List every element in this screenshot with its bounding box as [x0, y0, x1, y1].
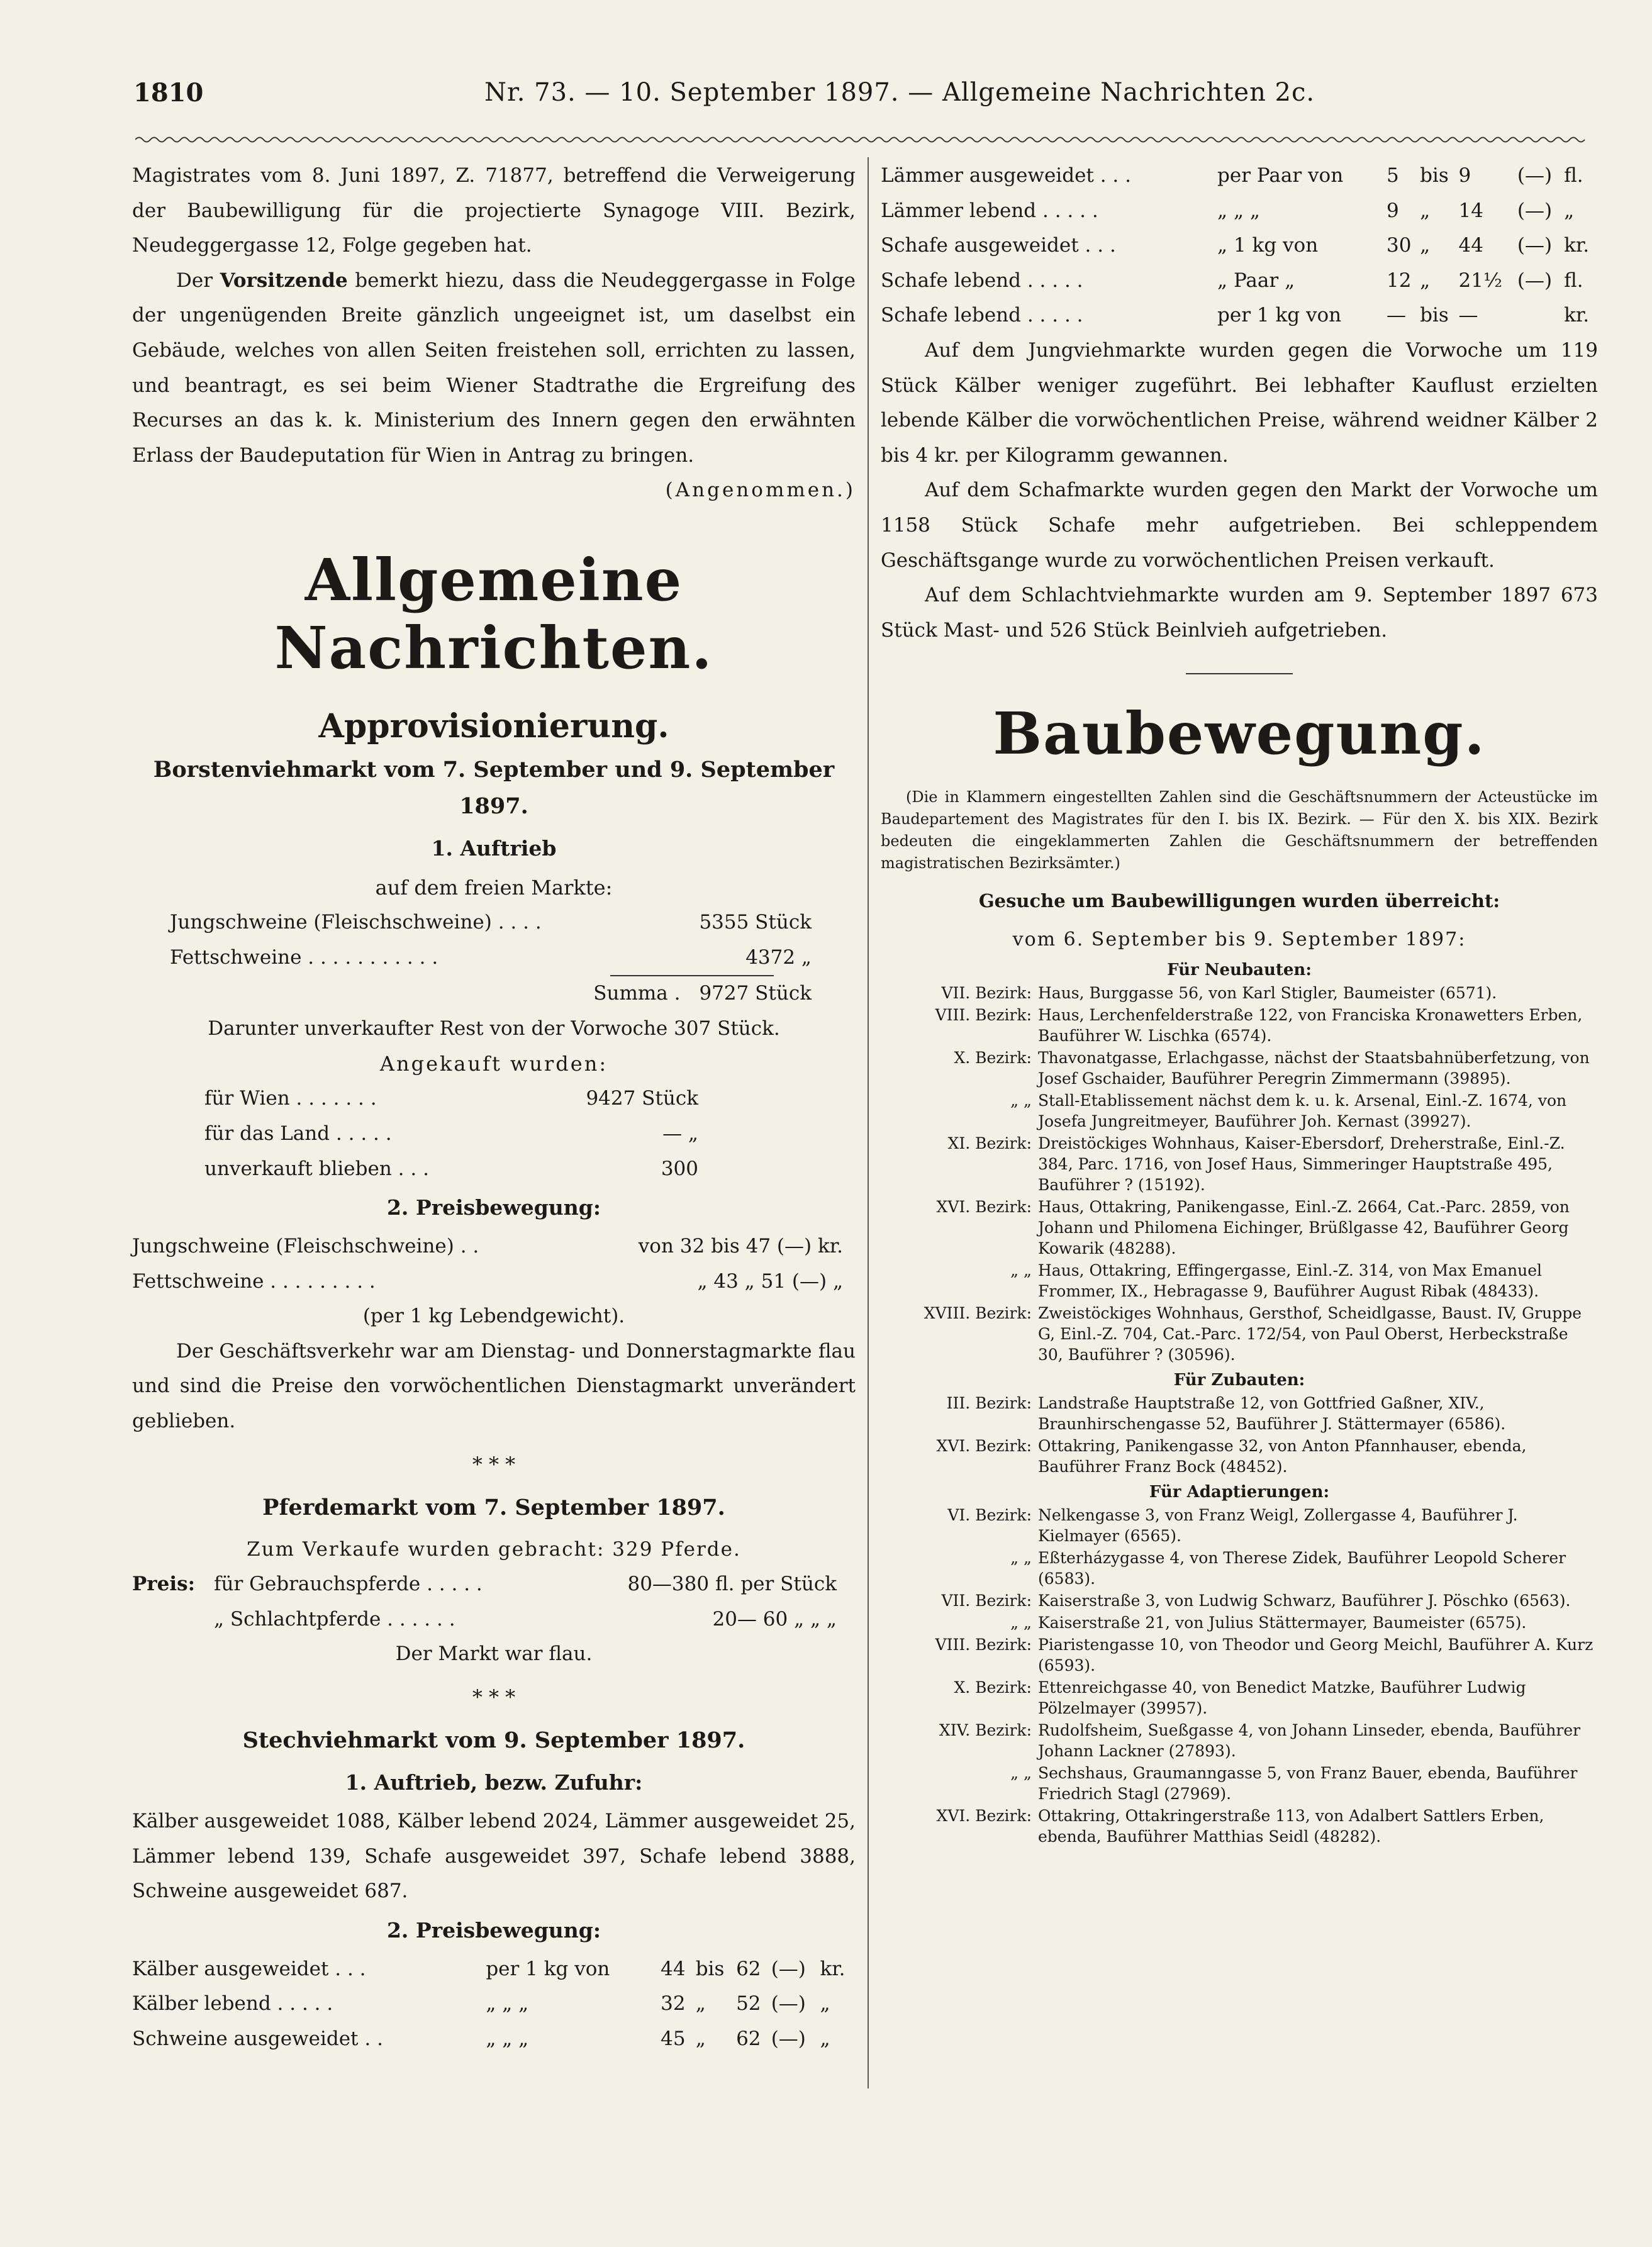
table-row — [881, 228, 1598, 264]
list-item — [170, 940, 812, 976]
right-column — [881, 159, 1598, 1848]
bezirk-label: XVI. Bezirk: — [936, 1198, 1032, 1217]
row-label: für das Land . . . . . — [204, 1122, 392, 1145]
bezirk-label: XVIII. Bezirk: — [924, 1304, 1032, 1323]
adaptierungen-list — [881, 1505, 1598, 1847]
running-title: Nr. 73. — 10. September 1897. — Allgemeine Nachrichten 2c. — [484, 78, 1315, 107]
vorsitzende-paragraph — [132, 264, 856, 474]
entry-text: Ottakring, Panikengasse 32, von Anton Pfannhauser, ebenda, Bauführer Franz Bock (48452). — [1038, 1437, 1527, 1476]
cell-bis: „ — [695, 2027, 706, 2050]
cell-label: Schafe lebend . . . . . — [881, 304, 1083, 327]
cell-bis: bis — [695, 1957, 725, 1980]
cell-from: 45 — [661, 2027, 686, 2050]
entry-text: Stall-Etablissement nächst dem k. u. k. Arsenal, Einl.-Z. 1674, von Josefa Jungreitmeyer, Bauführer Joh. Kernast (39927). — [1038, 1091, 1567, 1131]
list-item — [132, 1229, 843, 1264]
cell-unit: „ „ „ — [486, 2027, 529, 2050]
section-stars: * * * — [472, 1685, 516, 1710]
pferde-preis-list — [214, 1567, 856, 1637]
table-row — [881, 159, 1598, 194]
vorsitzende-text: bemerkt hiezu, dass die Neudeggergasse in Folge der ungenügenden Breite gänzlich ungeeignet ist, um daselbst ein Gebäude, welches von allen Seiten freistehen soll, errichten zu lassen, und beantragt, es sei beim Wiener Stadtrathe die Ergreifung des Recurses an das k. k. Ministerium des Innern gegen den erwähnten Erlass der Baudeputation für Wien in Antrag zu bringen. — [132, 269, 856, 467]
intro-paragraph: Magistrates vom 8. Juni 1897, Z. 71877, betreffend die Verweigerung der Baubewilligung für die projectierte Synagoge VIII. Bezirk, Neudeggergasse 12, Folge gegeben hat. — [132, 164, 856, 257]
bezirk-label: XI. Bezirk: — [947, 1134, 1032, 1153]
main-section-title: Allgemeine Nachrichten. — [274, 545, 713, 682]
row-label: Fettschweine . . . . . . . . . — [132, 1269, 376, 1293]
cell-to: — — [1458, 304, 1478, 327]
cell-to: 62 — [736, 2027, 761, 2050]
cell-unit: „ „ „ — [1217, 199, 1260, 222]
preis-list — [132, 1229, 856, 1299]
cell-currency: „ — [820, 1992, 830, 2016]
vorsitzende-prefix: Der — [176, 269, 220, 292]
cell-to: 14 — [1458, 199, 1483, 222]
cell-trend: (—) — [1517, 199, 1553, 222]
bezirk-label: X. Bezirk: — [954, 1049, 1032, 1068]
pferde-verkauf: Zum Verkaufe wurden gebracht: 329 Pferde. — [247, 1537, 741, 1561]
list-item — [170, 905, 812, 940]
baubewegung-title: Baubewegung. — [993, 700, 1486, 768]
angekauft-heading: Angekauft wurden: — [379, 1052, 608, 1076]
bezirk-label: „ „ — [1010, 1091, 1032, 1110]
cell-bis: „ — [695, 1992, 706, 2016]
cell-trend: (—) — [1517, 269, 1553, 292]
entry-text: Rudolfsheim, Sueßgasse 4, von Johann Linseder, ebenda, Bauführer Johann Lackner (27893). — [1038, 1721, 1581, 1761]
cell-from: 5 — [1387, 164, 1399, 187]
preis-note: (per 1 kg Lebendgewicht). — [362, 1305, 625, 1328]
list-item — [881, 1260, 1598, 1302]
table-row — [881, 194, 1598, 229]
row-value: 5355 Stück — [699, 910, 812, 934]
cell-from: 12 — [1387, 269, 1412, 292]
left-column — [132, 159, 856, 2057]
list-item — [881, 1047, 1598, 1089]
entry-text: Landstraße Hauptstraße 12, von Gottfried Gaßner, XIV., Braunhirschengasse 52, Bauführer J. Stättermayer (6586). — [1038, 1394, 1506, 1434]
cell-bis: „ — [1420, 269, 1431, 292]
row-value: 300 — [661, 1157, 698, 1180]
cell-label: Kälber lebend . . . . . — [132, 1992, 333, 2016]
pferde-preis-block — [132, 1567, 856, 1637]
stech-preis-table — [132, 1952, 856, 2057]
list-item — [214, 1567, 837, 1602]
cell-from: 32 — [661, 1992, 686, 2016]
gesuche-title: Gesuche um Baubewilligungen wurden überreicht: — [978, 890, 1500, 912]
list-item — [214, 1602, 837, 1637]
pferdemarkt-title: Pferdemarkt vom 7. September 1897. — [262, 1494, 725, 1520]
approvisionierung-title: Approvisionierung. — [318, 706, 669, 745]
cell-from: 44 — [661, 1957, 686, 1980]
bezirk-label: XVI. Bezirk: — [936, 1437, 1032, 1456]
column-divider — [868, 157, 869, 2088]
bezirk-label: VI. Bezirk: — [947, 1506, 1032, 1525]
cell-currency: „ — [1564, 199, 1575, 222]
cell-unit: „ „ „ — [486, 1992, 529, 2016]
cell-label: Schafe lebend . . . . . — [881, 269, 1083, 292]
list-item — [881, 1133, 1598, 1195]
angenommen: (Angenommen.) — [665, 479, 856, 502]
list-item — [881, 1196, 1598, 1259]
entry-text: Thavonatgasse, Erlachgasse, nächst der Staatsbahnüberfetzung, von Josef Gschaider, Bauführer Peregrin Zimmermann (39895). — [1038, 1049, 1590, 1088]
table-row — [132, 1987, 856, 2022]
angekauft-list — [132, 1081, 856, 1186]
jungviehmarkt-paragraph: Auf dem Jungviehmarkte wurden gegen die Vorwoche um 119 Stück Kälber weniger zugeführt. Bei lebhafter Kauflust erzielten lebende Kälber die vorwöchentlichen Preise, während weidner Kälber 2 bis 4 kr. per Kilogramm gewannen. — [881, 338, 1598, 467]
list-item — [881, 1763, 1598, 1804]
page-number: 1810 — [133, 78, 204, 108]
cell-to: 52 — [736, 1992, 761, 2016]
list-item — [881, 1677, 1598, 1719]
neubauten-list — [881, 983, 1598, 1365]
stech-auftrieb-text: Kälber ausgeweidet 1088, Kälber lebend 2024, Lämmer ausgeweidet 25, Lämmer lebend 139, Schafe ausgeweidet 397, Schafe lebend 3888, Schweine ausgeweidet 687. — [132, 1810, 856, 1903]
row-value: „ 43 „ 51 (—) „ — [697, 1269, 843, 1293]
pferde-preis-label: Preis: — [132, 1573, 196, 1596]
entry-text: Haus, Lerchenfelderstraße 122, von Franciska Kronawetters Erben, Bauführer W. Lischka (6574). — [1038, 1006, 1583, 1045]
list-item — [881, 1634, 1598, 1676]
entry-text: Haus, Ottakring, Effingergasse, Einl.-Z. 314, von Max Emanuel Frommer, IX., Hebragasse 9, Bauführer August Ribak (48433). — [1038, 1261, 1543, 1301]
list-item — [881, 1005, 1598, 1046]
cell-unit: per Paar von — [1217, 164, 1344, 187]
row-label: unverkauft blieben . . . — [204, 1157, 429, 1180]
cell-trend: (—) — [771, 2027, 806, 2050]
section-rule — [1186, 673, 1293, 674]
preisbewegung-heading: 2. Preisbewegung: — [386, 1195, 601, 1220]
bezirk-label: VII. Bezirk: — [941, 1592, 1032, 1610]
entry-text: Sechshaus, Graumanngasse 5, von Franz Bauer, ebenda, Bauführer Friedrich Stagl (27969). — [1038, 1764, 1578, 1804]
summa-label: Summa . — [593, 982, 681, 1005]
list-item — [881, 1090, 1598, 1132]
entry-text: Dreistöckiges Wohnhaus, Kaiser-Ebersdorf, Dreherstraße, Einl.-Z. 384, Parc. 1716, von Josef Haus, Simmeringer Hauptstraße 495, Bauführer ? (15192). — [1038, 1134, 1565, 1195]
cell-unit: „ Paar „ — [1217, 269, 1295, 292]
bezirk-label: VII. Bezirk: — [941, 984, 1032, 1003]
row-value: — „ — [662, 1122, 698, 1145]
list-item — [881, 1505, 1598, 1546]
neubauten-heading: Für Neubauten: — [1167, 961, 1312, 980]
list-item — [204, 1081, 698, 1117]
row-value: 80—380 fl. per Stück — [627, 1573, 837, 1596]
darunter-text: Darunter unverkaufter Rest von der Vorwoche 307 Stück. — [208, 1017, 780, 1040]
table-row — [881, 298, 1598, 333]
bezirk-label: „ „ — [1010, 1764, 1032, 1783]
stech-auftrieb-heading: 1. Auftrieb, bezw. Zufuhr: — [345, 1770, 643, 1795]
auftrieb-heading: 1. Auftrieb — [431, 835, 557, 861]
stech-preis-heading: 2. Preisbewegung: — [386, 1917, 601, 1943]
cell-from: 9 — [1387, 199, 1399, 222]
right-preis-table — [881, 159, 1598, 333]
cell-trend — [1517, 298, 1564, 333]
summa-value: 9727 Stück — [699, 982, 812, 1005]
schafmarkt-paragraph: Auf dem Schafmarkte wurden gegen den Markt der Vorwoche um 1158 Stück Schafe mehr aufgetrieben. Bei schleppendem Geschäftsgange wurde zu vorwöchentlichen Preisen verkauft. — [881, 479, 1598, 572]
cell-trend: (—) — [771, 1957, 806, 1980]
row-label: „ Schlachtpferde . . . . . . — [214, 1607, 455, 1631]
cell-trend: (—) — [771, 1992, 806, 2016]
cell-to: 9 — [1458, 164, 1471, 187]
row-label: für Gebrauchspferde . . . . . — [214, 1573, 483, 1596]
list-item — [881, 1436, 1598, 1477]
table-row — [132, 1952, 856, 1987]
cell-label: Lämmer ausgeweidet . . . — [881, 164, 1131, 187]
cell-label: Schafe ausgeweidet . . . — [881, 234, 1116, 257]
section-stars: * * * — [472, 1452, 516, 1476]
entry-text: Kaiserstraße 3, von Ludwig Schwarz, Bauführer J. Pöschko (6563). — [1038, 1592, 1571, 1610]
pferde-markt-flau: Der Markt war flau. — [395, 1642, 593, 1666]
row-label: Jungschweine (Fleischschweine) . . . . — [170, 910, 542, 934]
table-row — [881, 264, 1598, 299]
entry-text: Nelkengasse 3, von Franz Weigl, Zollergasse 4, Bauführer J. Kielmayer (6565). — [1038, 1506, 1518, 1546]
auftrieb-sub: auf dem freien Markte: — [375, 875, 613, 900]
list-item — [881, 1547, 1598, 1589]
cell-bis: bis — [1420, 304, 1449, 327]
list-item — [132, 1264, 843, 1300]
bezirk-label: X. Bezirk: — [954, 1678, 1032, 1697]
cell-currency: kr. — [1564, 234, 1590, 257]
list-item — [204, 1117, 698, 1152]
gesuche-date: vom 6. September bis 9. September 1897: — [1012, 928, 1466, 951]
adaptierungen-heading: Für Adaptierungen: — [1149, 1483, 1330, 1502]
list-item — [881, 1720, 1598, 1761]
row-value: 4372 „ — [745, 945, 812, 969]
row-value: 20— 60 „ „ „ — [712, 1607, 837, 1631]
row-label: Jungschweine (Fleischschweine) . . — [132, 1235, 479, 1258]
entry-text: Eßterházygasse 4, von Therese Zidek, Bauführer Leopold Scherer (6583). — [1038, 1549, 1566, 1588]
cell-currency: „ — [820, 2027, 830, 2050]
cell-unit: „ 1 kg von — [1217, 234, 1319, 257]
row-label: für Wien . . . . . . . — [204, 1087, 377, 1110]
entry-text: Haus, Burggasse 56, von Karl Stigler, Baumeister (6571). — [1038, 984, 1497, 1003]
bezirk-label: XIV. Bezirk: — [939, 1721, 1032, 1740]
entry-text: Kaiserstraße 21, von Julius Stättermayer, Baumeister (6575). — [1038, 1614, 1527, 1632]
cell-label: Kälber ausgeweidet . . . — [132, 1957, 366, 1980]
schlachtviehmarkt-paragraph: Auf dem Schlachtviehmarkte wurden am 9. September 1897 673 Stück Mast- und 526 Stück Beinlvieh aufgetrieben. — [881, 584, 1598, 642]
stechviehmarkt-title: Stechviehmarkt vom 9. September 1897. — [242, 1727, 745, 1754]
entry-text: Haus, Ottakring, Panikengasse, Einl.-Z. 2664, Cat.-Parc. 2859, von Johann und Philomena Eichinger, Brüßlgasse 42, Bauführer Georg Kowarik (48288). — [1038, 1198, 1570, 1258]
cell-unit: per 1 kg von — [486, 1957, 610, 1980]
vorsitzende-bold: Vorsitzende — [220, 269, 348, 292]
list-item — [881, 1393, 1598, 1434]
bezirk-label: „ „ — [1010, 1261, 1032, 1280]
baubewegung-note: (Die in Klammern eingestellten Zahlen sind die Geschäftsnummern der Acteustücke im Baudepartement des Magistrates für den I. bis IX. Bezirk. — Für den X. bis XIX. Bezirk bedeuten die eingeklammerten Zahlen die Geschäftsnummern der betreffenden magistratischen Bezirksämter.) — [881, 788, 1598, 873]
cell-currency: kr. — [820, 1957, 846, 1980]
cell-unit: per 1 kg von — [1217, 304, 1342, 327]
cell-from: — — [1387, 304, 1407, 327]
list-item — [204, 1152, 698, 1187]
list-item — [881, 1612, 1598, 1633]
cell-from: 30 — [1387, 234, 1412, 257]
list-item — [881, 983, 1598, 1003]
bezirk-label: VIII. Bezirk: — [935, 1636, 1032, 1654]
geschaeftsverkehr-paragraph: Der Geschäftsverkehr war am Dienstag- und Donnerstagmarkte flau und sind die Preise den vorwöchentlichen Dienstagmarkt unverändert geblieben. — [132, 1339, 856, 1433]
cell-label: Lämmer lebend . . . . . — [881, 199, 1098, 222]
bezirk-label: III. Bezirk: — [946, 1394, 1032, 1413]
cell-bis: „ — [1420, 234, 1431, 257]
cell-to: 62 — [736, 1957, 761, 1980]
cell-bis: bis — [1420, 164, 1449, 187]
bezirk-label: VIII. Bezirk: — [935, 1006, 1032, 1025]
list-item — [881, 1805, 1598, 1847]
bezirk-label: XVI. Bezirk: — [936, 1807, 1032, 1826]
zubauten-heading: Für Zubauten: — [1173, 1371, 1305, 1390]
list-item — [881, 1590, 1598, 1611]
entry-text: Piaristengasse 10, von Theodor und Georg Meichl, Bauführer A. Kurz (6593). — [1038, 1636, 1593, 1675]
borstenviehmarkt-title: Borstenviehmarkt vom 7. September und 9. September 1897. — [153, 756, 835, 819]
cell-currency: fl. — [1564, 164, 1583, 187]
zubauten-list — [881, 1393, 1598, 1477]
entry-text: Ettenreichgasse 40, von Benedict Matzke, Bauführer Ludwig Pölzelmayer (39957). — [1038, 1678, 1526, 1718]
header-wavy-rule — [135, 135, 1588, 144]
entry-text: Ottakring, Ottakringerstraße 113, von Adalbert Sattlers Erben, ebenda, Bauführer Matthias Seidl (48282). — [1038, 1807, 1544, 1846]
cell-currency: kr. — [1564, 304, 1590, 327]
cell-trend: (—) — [1517, 234, 1553, 257]
list-item — [881, 1303, 1598, 1365]
cell-bis: „ — [1420, 199, 1431, 222]
bezirk-label: „ „ — [1010, 1614, 1032, 1632]
page-header — [126, 74, 1551, 112]
bezirk-label: „ „ — [1010, 1549, 1032, 1568]
cell-to: 44 — [1458, 234, 1483, 257]
cell-currency: fl. — [1564, 269, 1583, 292]
cell-to: 21½ — [1458, 269, 1502, 292]
cell-label: Schweine ausgeweidet . . — [132, 2027, 383, 2050]
auftrieb-list — [132, 905, 856, 975]
summa-row — [132, 976, 856, 1012]
cell-trend: (—) — [1517, 164, 1553, 187]
entry-text: Zweistöckiges Wohnhaus, Gersthof, Scheidlgasse, Baust. IV, Gruppe G, Einl.-Z. 704, Cat.-Parc. 172/54, von Paul Oberst, Herbeckstraße 30, Bauführer ? (30596). — [1038, 1304, 1582, 1364]
row-value: von 32 bis 47 (—) kr. — [638, 1235, 843, 1258]
row-label: Fettschweine . . . . . . . . . . . — [170, 945, 438, 969]
table-row — [132, 2022, 856, 2057]
row-value: 9427 Stück — [586, 1087, 698, 1110]
